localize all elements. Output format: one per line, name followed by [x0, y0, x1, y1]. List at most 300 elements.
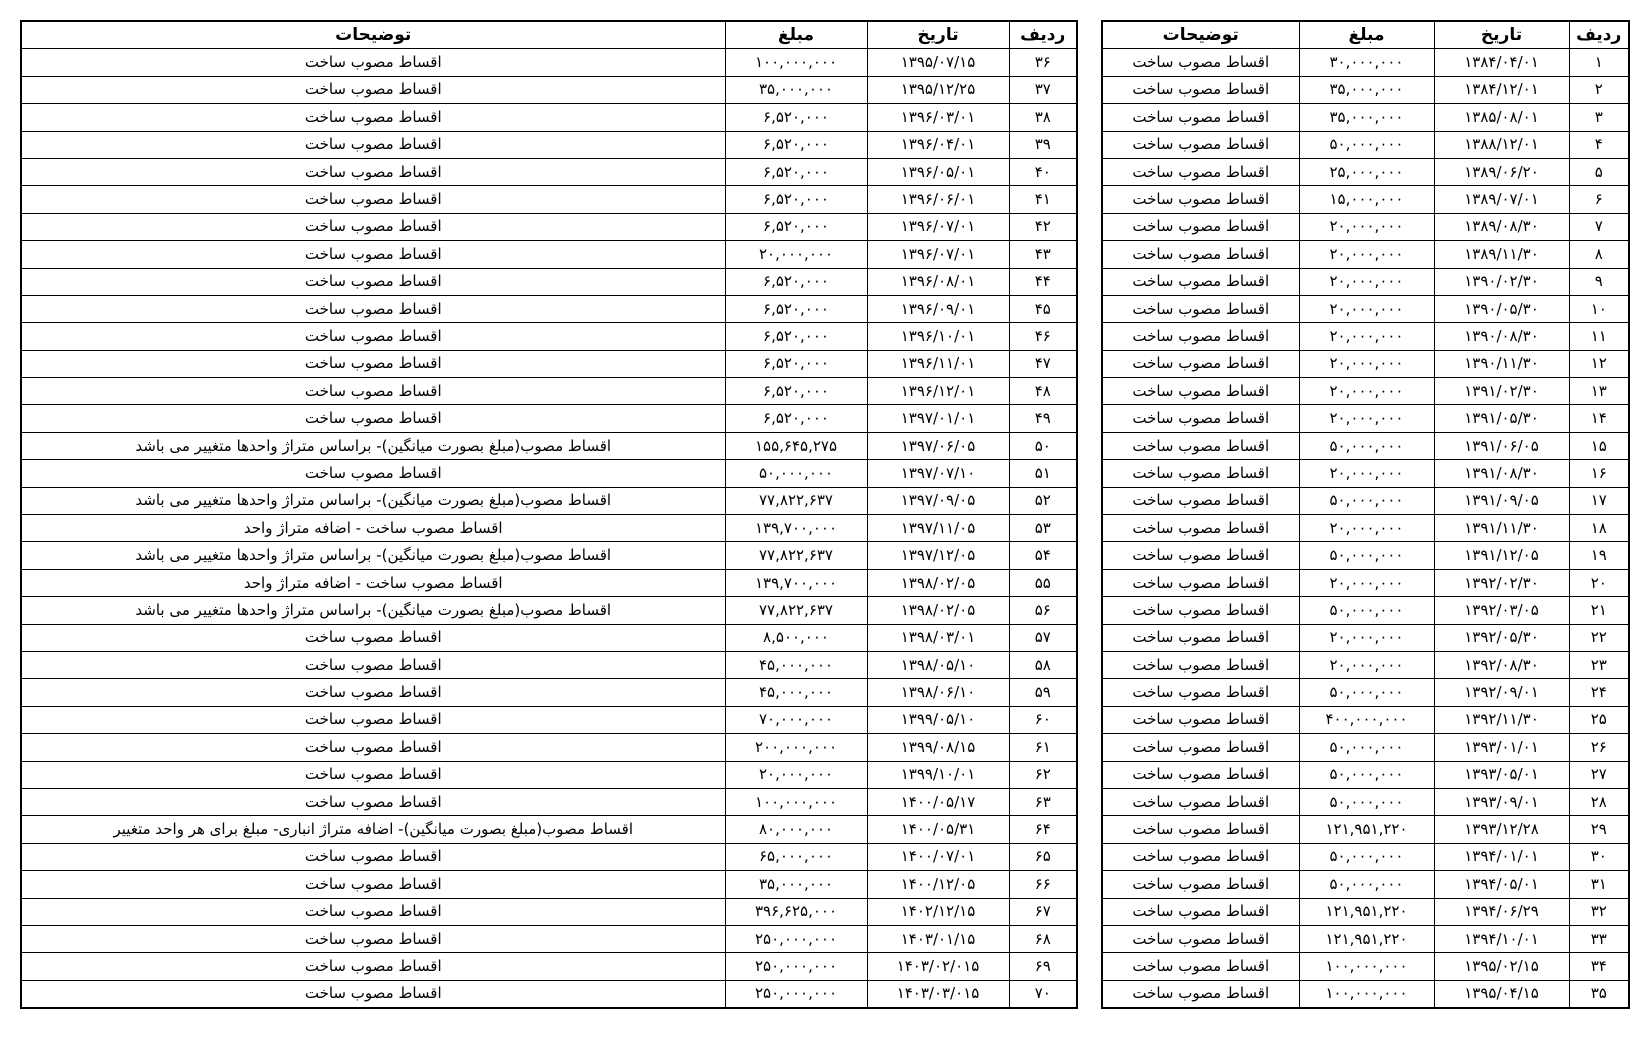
amount-cell: ۶۵,۰۰۰,۰۰۰	[725, 843, 867, 870]
header-row-number: ردیف	[1569, 21, 1629, 49]
description-cell: اقساط مصوب ساخت	[1102, 925, 1299, 952]
row-number-cell: ۶۹	[1009, 953, 1077, 980]
date-cell: ۱۳۹۷/۰۱/۰۱	[867, 405, 1009, 432]
table-row	[21, 706, 1077, 733]
amount-cell: ۲۰,۰۰۰,۰۰۰	[1299, 460, 1434, 487]
table-row	[1102, 186, 1629, 213]
table-row	[1102, 761, 1629, 788]
row-number-cell: ۶۲	[1009, 761, 1077, 788]
amount-cell: ۵۰,۰۰۰,۰۰۰	[1299, 788, 1434, 815]
description-cell: اقساط مصوب ساخت	[21, 734, 725, 761]
amount-cell: ۳۰,۰۰۰,۰۰۰	[1299, 49, 1434, 76]
amount-cell: ۲۰,۰۰۰,۰۰۰	[1299, 295, 1434, 322]
date-cell: ۱۴۰۳/۰۲/۰۱۵	[867, 953, 1009, 980]
date-cell: ۱۳۹۹/۰۸/۱۵	[867, 734, 1009, 761]
table-row	[1102, 925, 1629, 952]
description-cell: اقساط مصوب ساخت	[1102, 186, 1299, 213]
row-number-cell: ۱۹	[1569, 542, 1629, 569]
date-cell: ۱۳۹۶/۰۹/۰۱	[867, 295, 1009, 322]
table-row	[21, 241, 1077, 268]
amount-cell: ۱۰۰,۰۰۰,۰۰۰	[725, 788, 867, 815]
description-cell: اقساط مصوب(مبلغ بصورت میانگین)- براساس متراژ واحدها متغییر می باشد	[21, 542, 725, 569]
row-number-cell: ۱۵	[1569, 432, 1629, 459]
date-cell: ۱۳۹۵/۰۴/۱۵	[1434, 980, 1569, 1008]
installments-table-left	[20, 20, 1078, 1009]
description-cell: اقساط مصوب ساخت	[1102, 323, 1299, 350]
row-number-cell: ۵۸	[1009, 651, 1077, 678]
date-cell: ۱۳۸۴/۰۴/۰۱	[1434, 49, 1569, 76]
row-number-cell: ۱۶	[1569, 460, 1629, 487]
row-number-cell: ۵۹	[1009, 679, 1077, 706]
amount-cell: ۱۲۱,۹۵۱,۲۲۰	[1299, 898, 1434, 925]
date-cell: ۱۳۹۷/۰۶/۰۵	[867, 432, 1009, 459]
description-cell: اقساط مصوب ساخت	[21, 624, 725, 651]
row-number-cell: ۱۰	[1569, 295, 1629, 322]
row-number-cell: ۲	[1569, 76, 1629, 103]
description-cell: اقساط مصوب ساخت	[1102, 241, 1299, 268]
date-cell: ۱۴۰۰/۰۵/۳۱	[867, 816, 1009, 843]
row-number-cell: ۲۰	[1569, 569, 1629, 596]
row-number-cell: ۶۰	[1009, 706, 1077, 733]
amount-cell: ۶,۵۲۰,۰۰۰	[725, 104, 867, 131]
row-number-cell: ۵۲	[1009, 487, 1077, 514]
description-cell: اقساط مصوب ساخت	[21, 761, 725, 788]
amount-cell: ۶,۵۲۰,۰۰۰	[725, 213, 867, 240]
row-number-cell: ۵۱	[1009, 460, 1077, 487]
table-row	[21, 158, 1077, 185]
description-cell: اقساط مصوب ساخت	[1102, 898, 1299, 925]
row-number-cell: ۳۳	[1569, 925, 1629, 952]
table-row	[1102, 131, 1629, 158]
table-row	[1102, 104, 1629, 131]
date-cell: ۱۳۸۹/۰۷/۰۱	[1434, 186, 1569, 213]
table-row	[21, 432, 1077, 459]
amount-cell: ۶,۵۲۰,۰۰۰	[725, 323, 867, 350]
description-cell: اقساط مصوب ساخت	[21, 323, 725, 350]
date-cell: ۱۳۹۸/۰۵/۱۰	[867, 651, 1009, 678]
description-cell: اقساط مصوب ساخت	[21, 213, 725, 240]
description-cell: اقساط مصوب ساخت	[1102, 350, 1299, 377]
row-number-cell: ۱۲	[1569, 350, 1629, 377]
date-cell: ۱۳۹۴/۰۱/۰۱	[1434, 843, 1569, 870]
table-row	[21, 788, 1077, 815]
date-cell: ۱۴۰۰/۰۵/۱۷	[867, 788, 1009, 815]
description-cell: اقساط مصوب ساخت	[1102, 651, 1299, 678]
description-cell: اقساط مصوب ساخت	[1102, 405, 1299, 432]
date-cell: ۱۳۹۲/۰۲/۳۰	[1434, 569, 1569, 596]
table-row	[21, 816, 1077, 843]
description-cell: اقساط مصوب ساخت	[21, 76, 725, 103]
row-number-cell: ۶۶	[1009, 871, 1077, 898]
table-row	[1102, 788, 1629, 815]
description-cell: اقساط مصوب ساخت - اضافه متراژ واحد	[21, 515, 725, 542]
amount-cell: ۴۰۰,۰۰۰,۰۰۰	[1299, 706, 1434, 733]
amount-cell: ۱۵۵,۶۴۵,۲۷۵	[725, 432, 867, 459]
header-row	[1102, 21, 1629, 49]
amount-cell: ۲۰,۰۰۰,۰۰۰	[1299, 350, 1434, 377]
row-number-cell: ۳۴	[1569, 953, 1629, 980]
description-cell: اقساط مصوب ساخت	[21, 871, 725, 898]
description-cell: اقساط مصوب(مبلغ بصورت میانگین)- براساس متراژ واحدها متغییر می باشد	[21, 597, 725, 624]
description-cell: اقساط مصوب ساخت	[21, 295, 725, 322]
row-number-cell: ۶۱	[1009, 734, 1077, 761]
description-cell: اقساط مصوب ساخت	[21, 460, 725, 487]
date-cell: ۱۳۹۶/۰۷/۰۱	[867, 213, 1009, 240]
amount-cell: ۲۰,۰۰۰,۰۰۰	[725, 761, 867, 788]
row-number-cell: ۲۸	[1569, 788, 1629, 815]
amount-cell: ۴۵,۰۰۰,۰۰۰	[725, 651, 867, 678]
description-cell: اقساط مصوب ساخت	[21, 953, 725, 980]
table-row	[1102, 624, 1629, 651]
description-cell: اقساط مصوب ساخت	[1102, 953, 1299, 980]
row-number-cell: ۶۴	[1009, 816, 1077, 843]
row-number-cell: ۱۴	[1569, 405, 1629, 432]
row-number-cell: ۱	[1569, 49, 1629, 76]
row-number-cell: ۴۳	[1009, 241, 1077, 268]
date-cell: ۱۳۹۳/۱۲/۲۸	[1434, 816, 1569, 843]
description-cell: اقساط مصوب ساخت	[1102, 49, 1299, 76]
row-number-cell: ۵۴	[1009, 542, 1077, 569]
row-number-cell: ۶۷	[1009, 898, 1077, 925]
table-row	[1102, 460, 1629, 487]
amount-cell: ۶,۵۲۰,۰۰۰	[725, 378, 867, 405]
description-cell: اقساط مصوب ساخت	[21, 241, 725, 268]
table-row	[21, 843, 1077, 870]
table-row	[1102, 323, 1629, 350]
date-cell: ۱۳۹۱/۰۶/۰۵	[1434, 432, 1569, 459]
row-number-cell: ۲۱	[1569, 597, 1629, 624]
description-cell: اقساط مصوب ساخت	[21, 131, 725, 158]
header-amount: مبلغ	[1299, 21, 1434, 49]
description-cell: اقساط مصوب ساخت	[1102, 816, 1299, 843]
date-cell: ۱۳۹۱/۰۹/۰۵	[1434, 487, 1569, 514]
table-row	[1102, 49, 1629, 76]
description-cell: اقساط مصوب ساخت	[21, 980, 725, 1008]
row-number-cell: ۳۲	[1569, 898, 1629, 925]
amount-cell: ۲۰,۰۰۰,۰۰۰	[1299, 268, 1434, 295]
table-row	[1102, 76, 1629, 103]
header-date: تاریخ	[867, 21, 1009, 49]
date-cell: ۱۳۹۸/۰۳/۰۱	[867, 624, 1009, 651]
row-number-cell: ۴۰	[1009, 158, 1077, 185]
row-number-cell: ۴۷	[1009, 350, 1077, 377]
table-row	[1102, 706, 1629, 733]
date-cell: ۱۳۹۹/۰۵/۱۰	[867, 706, 1009, 733]
description-cell: اقساط مصوب ساخت	[21, 925, 725, 952]
header-date: تاریخ	[1434, 21, 1569, 49]
date-cell: ۱۳۹۲/۰۳/۰۵	[1434, 597, 1569, 624]
table-row	[21, 76, 1077, 103]
row-number-cell: ۳۵	[1569, 980, 1629, 1008]
date-cell: ۱۳۹۰/۰۸/۳۰	[1434, 323, 1569, 350]
date-cell: ۱۳۹۵/۰۷/۱۵	[867, 49, 1009, 76]
amount-cell: ۱۰۰,۰۰۰,۰۰۰	[1299, 953, 1434, 980]
amount-cell: ۲۰,۰۰۰,۰۰۰	[1299, 651, 1434, 678]
date-cell: ۱۳۹۰/۱۱/۳۰	[1434, 350, 1569, 377]
description-cell: اقساط مصوب ساخت	[21, 651, 725, 678]
table-row	[21, 350, 1077, 377]
date-cell: ۱۴۰۰/۰۷/۰۱	[867, 843, 1009, 870]
amount-cell: ۱۲۱,۹۵۱,۲۲۰	[1299, 925, 1434, 952]
amount-cell: ۲۰۰,۰۰۰,۰۰۰	[725, 734, 867, 761]
date-cell: ۱۳۹۲/۱۱/۳۰	[1434, 706, 1569, 733]
amount-cell: ۱۲۱,۹۵۱,۲۲۰	[1299, 816, 1434, 843]
row-number-cell: ۲۶	[1569, 734, 1629, 761]
row-number-cell: ۴۶	[1009, 323, 1077, 350]
amount-cell: ۲۰,۰۰۰,۰۰۰	[1299, 515, 1434, 542]
table-row	[1102, 843, 1629, 870]
description-cell: اقساط مصوب ساخت	[1102, 624, 1299, 651]
description-cell: اقساط مصوب ساخت	[1102, 432, 1299, 459]
row-number-cell: ۴۵	[1009, 295, 1077, 322]
row-number-cell: ۳	[1569, 104, 1629, 131]
description-cell: اقساط مصوب ساخت	[1102, 378, 1299, 405]
table-row	[21, 49, 1077, 76]
row-number-cell: ۳۰	[1569, 843, 1629, 870]
date-cell: ۱۳۸۴/۱۲/۰۱	[1434, 76, 1569, 103]
table-row	[21, 734, 1077, 761]
date-cell: ۱۴۰۳/۰۳/۰۱۵	[867, 980, 1009, 1008]
amount-cell: ۵۰,۰۰۰,۰۰۰	[1299, 761, 1434, 788]
amount-cell: ۲۰,۰۰۰,۰۰۰	[1299, 241, 1434, 268]
date-cell: ۱۳۹۲/۰۹/۰۱	[1434, 679, 1569, 706]
amount-cell: ۲۰,۰۰۰,۰۰۰	[1299, 405, 1434, 432]
description-cell: اقساط مصوب ساخت	[21, 706, 725, 733]
date-cell: ۱۳۹۷/۰۷/۱۰	[867, 460, 1009, 487]
amount-cell: ۶,۵۲۰,۰۰۰	[725, 405, 867, 432]
amount-cell: ۵۰,۰۰۰,۰۰۰	[1299, 131, 1434, 158]
amount-cell: ۲۰,۰۰۰,۰۰۰	[725, 241, 867, 268]
table-row	[1102, 734, 1629, 761]
description-cell: اقساط مصوب ساخت	[21, 49, 725, 76]
row-number-cell: ۴۴	[1009, 268, 1077, 295]
table-row	[1102, 405, 1629, 432]
description-cell: اقساط مصوب(مبلغ بصورت میانگین)- براساس متراژ واحدها متغییر می باشد	[21, 432, 725, 459]
table-row	[1102, 679, 1629, 706]
date-cell: ۱۳۹۸/۰۶/۱۰	[867, 679, 1009, 706]
table-row	[21, 378, 1077, 405]
description-cell: اقساط مصوب ساخت	[1102, 515, 1299, 542]
date-cell: ۱۳۹۳/۰۹/۰۱	[1434, 788, 1569, 815]
table-row	[21, 131, 1077, 158]
amount-cell: ۵۰,۰۰۰,۰۰۰	[1299, 542, 1434, 569]
row-number-cell: ۶۳	[1009, 788, 1077, 815]
description-cell: اقساط مصوب ساخت	[1102, 295, 1299, 322]
row-number-cell: ۵۰	[1009, 432, 1077, 459]
amount-cell: ۳۹۶,۶۲۵,۰۰۰	[725, 898, 867, 925]
row-number-cell: ۷۰	[1009, 980, 1077, 1008]
date-cell: ۱۳۸۹/۱۱/۳۰	[1434, 241, 1569, 268]
amount-cell: ۱۰۰,۰۰۰,۰۰۰	[1299, 980, 1434, 1008]
description-cell: اقساط مصوب ساخت	[1102, 761, 1299, 788]
description-cell: اقساط مصوب ساخت	[21, 158, 725, 185]
amount-cell: ۱۵,۰۰۰,۰۰۰	[1299, 186, 1434, 213]
description-cell: اقساط مصوب ساخت	[1102, 542, 1299, 569]
description-cell: اقساط مصوب(مبلغ بصورت میانگین)- براساس متراژ واحدها متغییر می باشد	[21, 487, 725, 514]
table-row	[21, 761, 1077, 788]
amount-cell: ۵۰,۰۰۰,۰۰۰	[725, 460, 867, 487]
row-number-cell: ۳۷	[1009, 76, 1077, 103]
date-cell: ۱۳۹۷/۰۹/۰۵	[867, 487, 1009, 514]
table-row	[21, 213, 1077, 240]
date-cell: ۱۳۹۶/۱۲/۰۱	[867, 378, 1009, 405]
amount-cell: ۲۵۰,۰۰۰,۰۰۰	[725, 925, 867, 952]
date-cell: ۱۳۹۵/۰۲/۱۵	[1434, 953, 1569, 980]
header-description: توضیحات	[21, 21, 725, 49]
row-number-cell: ۴	[1569, 131, 1629, 158]
row-number-cell: ۵۶	[1009, 597, 1077, 624]
amount-cell: ۶,۵۲۰,۰۰۰	[725, 350, 867, 377]
row-number-cell: ۹	[1569, 268, 1629, 295]
amount-cell: ۶,۵۲۰,۰۰۰	[725, 268, 867, 295]
row-number-cell: ۱۷	[1569, 487, 1629, 514]
description-cell: اقساط مصوب ساخت	[21, 268, 725, 295]
row-number-cell: ۲۹	[1569, 816, 1629, 843]
date-cell: ۱۳۹۴/۰۵/۰۱	[1434, 871, 1569, 898]
date-cell: ۱۳۹۶/۰۷/۰۱	[867, 241, 1009, 268]
table-row	[21, 679, 1077, 706]
table-row	[21, 597, 1077, 624]
date-cell: ۱۳۹۶/۰۸/۰۱	[867, 268, 1009, 295]
table-row	[1102, 816, 1629, 843]
row-number-cell: ۷	[1569, 213, 1629, 240]
table-row	[21, 186, 1077, 213]
description-cell: اقساط مصوب ساخت	[1102, 268, 1299, 295]
header-description: توضیحات	[1102, 21, 1299, 49]
table-row	[1102, 542, 1629, 569]
date-cell: ۱۳۹۹/۱۰/۰۱	[867, 761, 1009, 788]
description-cell: اقساط مصوب ساخت	[21, 843, 725, 870]
amount-cell: ۷۷,۸۲۲,۶۳۷	[725, 487, 867, 514]
date-cell: ۱۳۹۱/۱۲/۰۵	[1434, 542, 1569, 569]
table-row	[21, 898, 1077, 925]
amount-cell: ۳۵,۰۰۰,۰۰۰	[1299, 76, 1434, 103]
date-cell: ۱۳۹۶/۰۳/۰۱	[867, 104, 1009, 131]
table-row	[1102, 898, 1629, 925]
table-row	[1102, 980, 1629, 1008]
row-number-cell: ۵۵	[1009, 569, 1077, 596]
row-number-cell: ۲۲	[1569, 624, 1629, 651]
table-row	[1102, 158, 1629, 185]
table-row	[21, 460, 1077, 487]
amount-cell: ۸,۵۰۰,۰۰۰	[725, 624, 867, 651]
table-row	[21, 487, 1077, 514]
row-number-cell: ۸	[1569, 241, 1629, 268]
table-row	[1102, 515, 1629, 542]
date-cell: ۱۳۸۹/۰۸/۳۰	[1434, 213, 1569, 240]
amount-cell: ۲۰,۰۰۰,۰۰۰	[1299, 624, 1434, 651]
description-cell: اقساط مصوب ساخت	[21, 378, 725, 405]
date-cell: ۱۳۹۲/۰۵/۳۰	[1434, 624, 1569, 651]
amount-cell: ۶,۵۲۰,۰۰۰	[725, 295, 867, 322]
amount-cell: ۵۰,۰۰۰,۰۰۰	[1299, 679, 1434, 706]
row-number-cell: ۲۴	[1569, 679, 1629, 706]
row-number-cell: ۵۷	[1009, 624, 1077, 651]
description-cell: اقساط مصوب ساخت	[1102, 569, 1299, 596]
description-cell: اقساط مصوب ساخت	[1102, 788, 1299, 815]
row-number-cell: ۳۶	[1009, 49, 1077, 76]
row-number-cell: ۶	[1569, 186, 1629, 213]
table-row	[21, 295, 1077, 322]
amount-cell: ۴۵,۰۰۰,۰۰۰	[725, 679, 867, 706]
date-cell: ۱۳۹۴/۰۶/۲۹	[1434, 898, 1569, 925]
table-row	[21, 871, 1077, 898]
amount-cell: ۱۳۹,۷۰۰,۰۰۰	[725, 569, 867, 596]
amount-cell: ۳۵,۰۰۰,۰۰۰	[725, 871, 867, 898]
table-row	[1102, 241, 1629, 268]
amount-cell: ۵۰,۰۰۰,۰۰۰	[1299, 843, 1434, 870]
date-cell: ۱۳۹۱/۰۵/۳۰	[1434, 405, 1569, 432]
date-cell: ۱۳۹۶/۰۵/۰۱	[867, 158, 1009, 185]
description-cell: اقساط مصوب ساخت	[21, 186, 725, 213]
table-row	[21, 268, 1077, 295]
table-row	[1102, 487, 1629, 514]
table-row	[21, 980, 1077, 1008]
description-cell: اقساط مصوب ساخت	[1102, 213, 1299, 240]
date-cell: ۱۴۰۲/۱۲/۱۵	[867, 898, 1009, 925]
date-cell: ۱۳۹۶/۱۰/۰۱	[867, 323, 1009, 350]
amount-cell: ۵۰,۰۰۰,۰۰۰	[1299, 734, 1434, 761]
table-row	[1102, 597, 1629, 624]
date-cell: ۱۳۹۶/۰۴/۰۱	[867, 131, 1009, 158]
row-number-cell: ۵۳	[1009, 515, 1077, 542]
description-cell: اقساط مصوب ساخت	[1102, 843, 1299, 870]
date-cell: ۱۳۹۸/۰۲/۰۵	[867, 597, 1009, 624]
description-cell: اقساط مصوب ساخت	[21, 898, 725, 925]
amount-cell: ۷۰,۰۰۰,۰۰۰	[725, 706, 867, 733]
date-cell: ۱۳۹۱/۰۲/۳۰	[1434, 378, 1569, 405]
table-row	[1102, 378, 1629, 405]
description-cell: اقساط مصوب ساخت	[1102, 487, 1299, 514]
row-number-cell: ۱۳	[1569, 378, 1629, 405]
amount-cell: ۷۷,۸۲۲,۶۳۷	[725, 542, 867, 569]
installments-table-right	[1101, 20, 1630, 1009]
table-row	[21, 651, 1077, 678]
amount-cell: ۵۰,۰۰۰,۰۰۰	[1299, 487, 1434, 514]
description-cell: اقساط مصوب ساخت	[1102, 76, 1299, 103]
table-row	[1102, 213, 1629, 240]
date-cell: ۱۴۰۰/۱۲/۰۵	[867, 871, 1009, 898]
row-number-cell: ۳۹	[1009, 131, 1077, 158]
description-cell: اقساط مصوب ساخت	[1102, 131, 1299, 158]
amount-cell: ۲۰,۰۰۰,۰۰۰	[1299, 213, 1434, 240]
date-cell: ۱۳۹۳/۰۱/۰۱	[1434, 734, 1569, 761]
amount-cell: ۲۰,۰۰۰,۰۰۰	[1299, 378, 1434, 405]
table-row	[21, 569, 1077, 596]
date-cell: ۱۳۹۱/۰۸/۳۰	[1434, 460, 1569, 487]
amount-cell: ۵۰,۰۰۰,۰۰۰	[1299, 597, 1434, 624]
description-cell: اقساط مصوب(مبلغ بصورت میانگین)- اضافه متراژ انباری- مبلغ برای هر واحد متغییر	[21, 816, 725, 843]
date-cell: ۱۳۹۸/۰۲/۰۵	[867, 569, 1009, 596]
row-number-cell: ۲۳	[1569, 651, 1629, 678]
row-number-cell: ۴۹	[1009, 405, 1077, 432]
date-cell: ۱۳۹۰/۰۲/۳۰	[1434, 268, 1569, 295]
row-number-cell: ۶۸	[1009, 925, 1077, 952]
date-cell: ۱۳۹۶/۰۶/۰۱	[867, 186, 1009, 213]
table-row	[21, 515, 1077, 542]
amount-cell: ۵۰,۰۰۰,۰۰۰	[1299, 432, 1434, 459]
row-number-cell: ۳۱	[1569, 871, 1629, 898]
description-cell: اقساط مصوب ساخت	[1102, 706, 1299, 733]
date-cell: ۱۴۰۳/۰۱/۱۵	[867, 925, 1009, 952]
date-cell: ۱۳۸۸/۱۲/۰۱	[1434, 131, 1569, 158]
description-cell: اقساط مصوب ساخت	[1102, 158, 1299, 185]
amount-cell: ۲۵,۰۰۰,۰۰۰	[1299, 158, 1434, 185]
date-cell: ۱۳۸۹/۰۶/۲۰	[1434, 158, 1569, 185]
row-number-cell: ۴۱	[1009, 186, 1077, 213]
amount-cell: ۶,۵۲۰,۰۰۰	[725, 158, 867, 185]
date-cell: ۱۳۹۰/۰۵/۳۰	[1434, 295, 1569, 322]
